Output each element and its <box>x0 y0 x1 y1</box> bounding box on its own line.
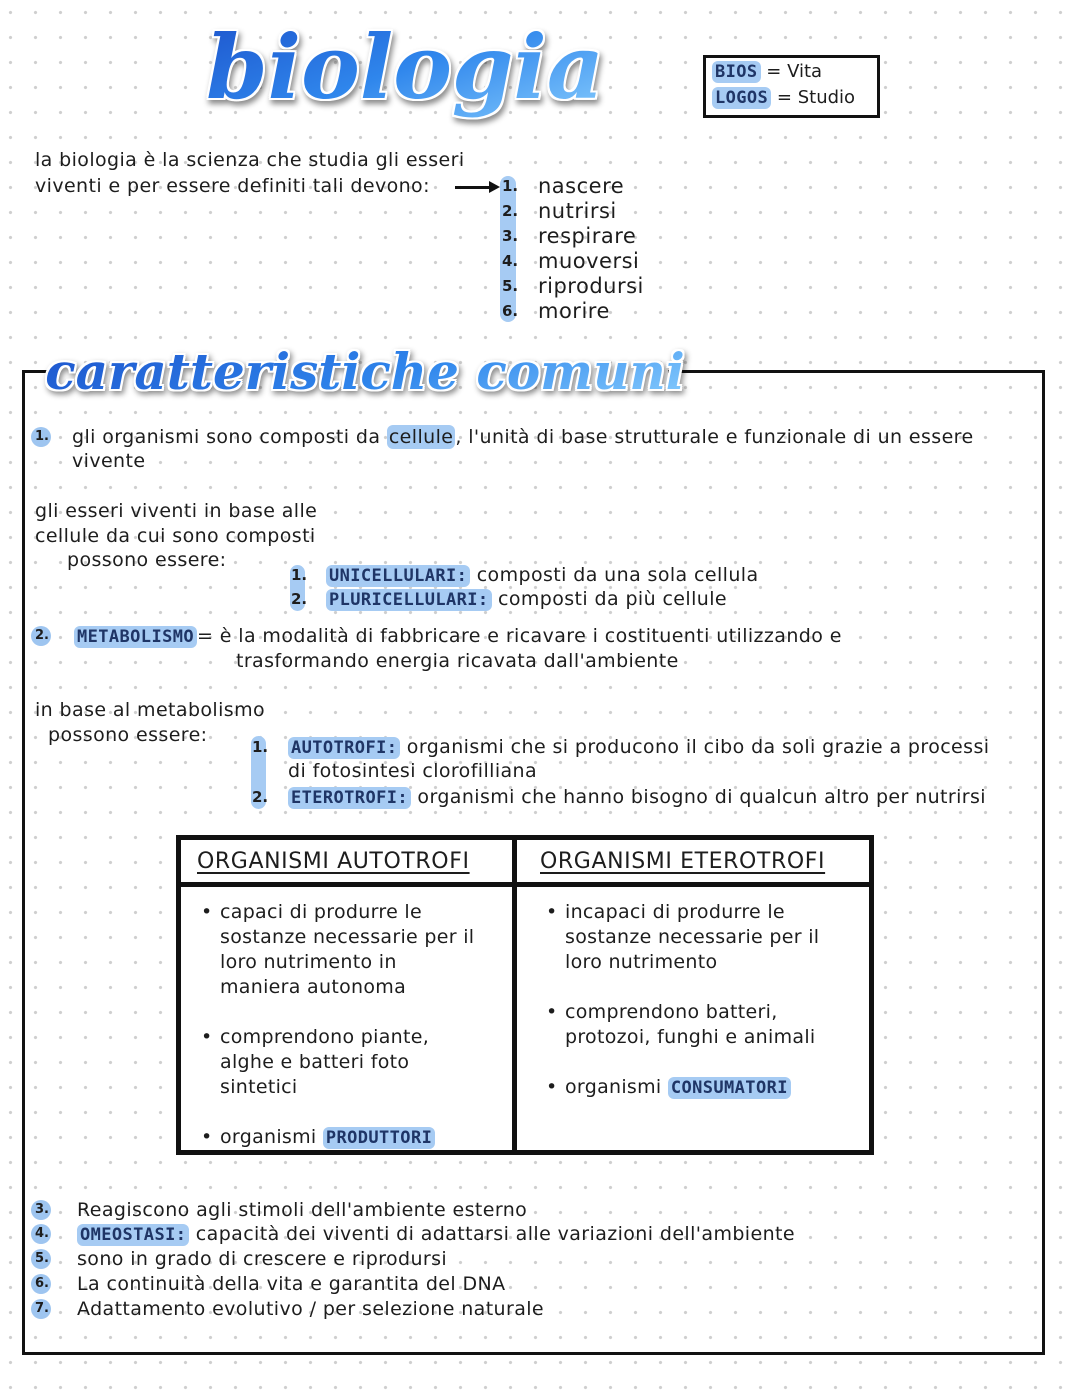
table-line: • incapaci di produrre le <box>565 901 785 923</box>
feature-1-text <box>72 425 974 449</box>
text-segment: capacità dei viventi di adattarsi alle variazioni dell'ambiente <box>189 1223 795 1245</box>
table-header-eterotrofi <box>517 840 869 887</box>
list-item <box>288 735 989 760</box>
feature-number: 5. <box>31 1249 51 1269</box>
table-line: loro nutrimento <box>565 951 718 973</box>
list-item: nutrirsi <box>538 199 617 223</box>
list-number: 5. <box>502 277 519 295</box>
highlight-term: CONSUMATORI <box>668 1077 791 1099</box>
table-line: alghe e batteri foto <box>220 1051 410 1073</box>
table-line <box>565 1075 869 1101</box>
text-segment: composti da una sola cellula <box>470 564 759 586</box>
list-number: 2. <box>291 590 308 608</box>
table-header-label: ORGANISMI ETEROTROFI <box>540 848 826 874</box>
feature-text <box>77 1222 795 1247</box>
feature-number: 6. <box>31 1274 51 1294</box>
table-line: loro nutrimento in <box>220 951 397 973</box>
list-item: nascere <box>538 174 625 198</box>
table-header-label: ORGANISMI AUTOTROFI <box>197 848 470 874</box>
table-line: sostanze necessarie per il <box>220 926 475 948</box>
list-item: muoversi <box>538 249 640 273</box>
intro-line: la biologia è la scienza che studia gli esseri <box>35 149 465 171</box>
feature-number: 1. <box>31 427 51 447</box>
text-segment: organismi che si producono il cibo da soli grazie a processi <box>400 736 990 758</box>
table-line: sostanze necessarie per il <box>565 926 820 948</box>
feature-2-line2: trasformando energia ricavata dall'ambiente <box>236 650 679 672</box>
etymology-term: LOGOS <box>712 87 771 109</box>
feature-number: 2. <box>31 626 51 646</box>
etymology-bios <box>712 59 877 85</box>
text-segment: composti da più cellule <box>491 588 727 610</box>
highlight-term: METABOLISMO <box>74 626 197 648</box>
table-bullet <box>220 1025 512 1100</box>
table-line <box>220 1125 512 1151</box>
cell-types-line: gli esseri viventi in base alle <box>35 500 318 522</box>
list-number: 4. <box>502 252 519 270</box>
table-line: maniera autonoma <box>220 976 407 998</box>
table-bullet <box>565 1075 869 1101</box>
table-bullet <box>565 1000 869 1050</box>
feature-text: Reagiscono agli stimoli dell'ambiente esterno <box>77 1199 528 1221</box>
feature-2-text <box>74 624 842 649</box>
arrow-right-icon <box>455 180 501 195</box>
text-segment: organismi <box>565 1076 668 1098</box>
feature-text: La continuità della vita e garantita del DNA <box>77 1273 506 1295</box>
etymology-meaning: = Studio <box>771 87 856 108</box>
list-item <box>326 563 759 588</box>
list-item: respirare <box>538 224 637 248</box>
table-line: • comprendono piante, <box>220 1026 430 1048</box>
table-bullet <box>565 900 869 975</box>
highlight-term: PLURICELLULARI: <box>326 589 492 611</box>
text-segment: gli organismi sono composti da <box>72 426 387 448</box>
text-segment: = è la modalità di fabbricare e ricavare i costituenti utilizzando e <box>196 625 842 647</box>
text-segment: organismi che hanno bisogno di qualcun altro per nutrirsi <box>410 786 986 808</box>
etymology-meaning: = Vita <box>760 61 823 82</box>
highlight-term: UNICELLULARI: <box>326 565 470 587</box>
highlight-term: AUTOTROFI: <box>288 737 400 759</box>
table-bullet <box>220 1125 512 1151</box>
cell-types-line: cellule da cui sono composti <box>35 525 316 547</box>
table-bullet <box>220 900 512 1000</box>
list-number: 1. <box>502 177 519 195</box>
etymology-box <box>703 55 880 118</box>
feature-text: sono in grado di crescere e riprodursi <box>77 1248 448 1270</box>
list-number: 1. <box>291 566 308 584</box>
frame-top-right <box>668 370 1045 373</box>
table-line: • capaci di produrre le <box>220 901 422 923</box>
feature-number: 4. <box>31 1224 51 1244</box>
section-heading: caratteristiche comuni <box>40 332 690 412</box>
list-number: 2. <box>252 788 269 806</box>
list-item <box>288 785 986 810</box>
table-cell-autotrofi <box>181 887 517 1151</box>
highlight-term: OMEOSTASI: <box>77 1224 189 1246</box>
table-cell-eterotrofi <box>517 887 869 1151</box>
feature-text: Adattamento evolutivo / per selezione naturale <box>77 1298 545 1320</box>
table-line: • comprendono batteri, <box>565 1001 778 1023</box>
table-header-autotrofi <box>181 840 517 887</box>
list-item: morire <box>538 299 610 323</box>
list-number: 3. <box>502 227 519 245</box>
page-title: biologia <box>195 5 615 130</box>
table-line: sintetici <box>220 1076 298 1098</box>
highlight-term: PRODUTTORI <box>323 1127 435 1149</box>
list-item: riprodursi <box>538 274 644 298</box>
table-line: protozoi, funghi e animali <box>565 1026 816 1048</box>
list-item-line2: di fotosintesi clorofilliana <box>288 760 538 782</box>
intro-line: viventi e per essere definiti tali devono: <box>35 175 430 197</box>
text-segment: , l'unità di base strutturale e funzionale di un essere <box>455 426 974 448</box>
feature-number: 7. <box>31 1299 51 1319</box>
feature-number: 3. <box>31 1200 51 1220</box>
feature-1-line2: vivente <box>72 450 146 472</box>
list-number: 2. <box>502 202 519 220</box>
etymology-term: BIOS <box>712 61 761 83</box>
highlight-term: cellule <box>388 426 454 448</box>
highlight-term: ETEROTROFI: <box>288 787 411 809</box>
list-item <box>326 587 727 612</box>
etymology-logos <box>712 85 877 111</box>
cell-types-line: possono essere: <box>67 549 227 571</box>
list-number: 1. <box>252 738 269 756</box>
metabolism-line: possono essere: <box>48 724 208 746</box>
list-number: 6. <box>502 302 519 320</box>
text-segment: organismi <box>220 1126 323 1148</box>
metabolism-line: in base al metabolismo <box>35 699 266 721</box>
comparison-table <box>176 835 874 1155</box>
